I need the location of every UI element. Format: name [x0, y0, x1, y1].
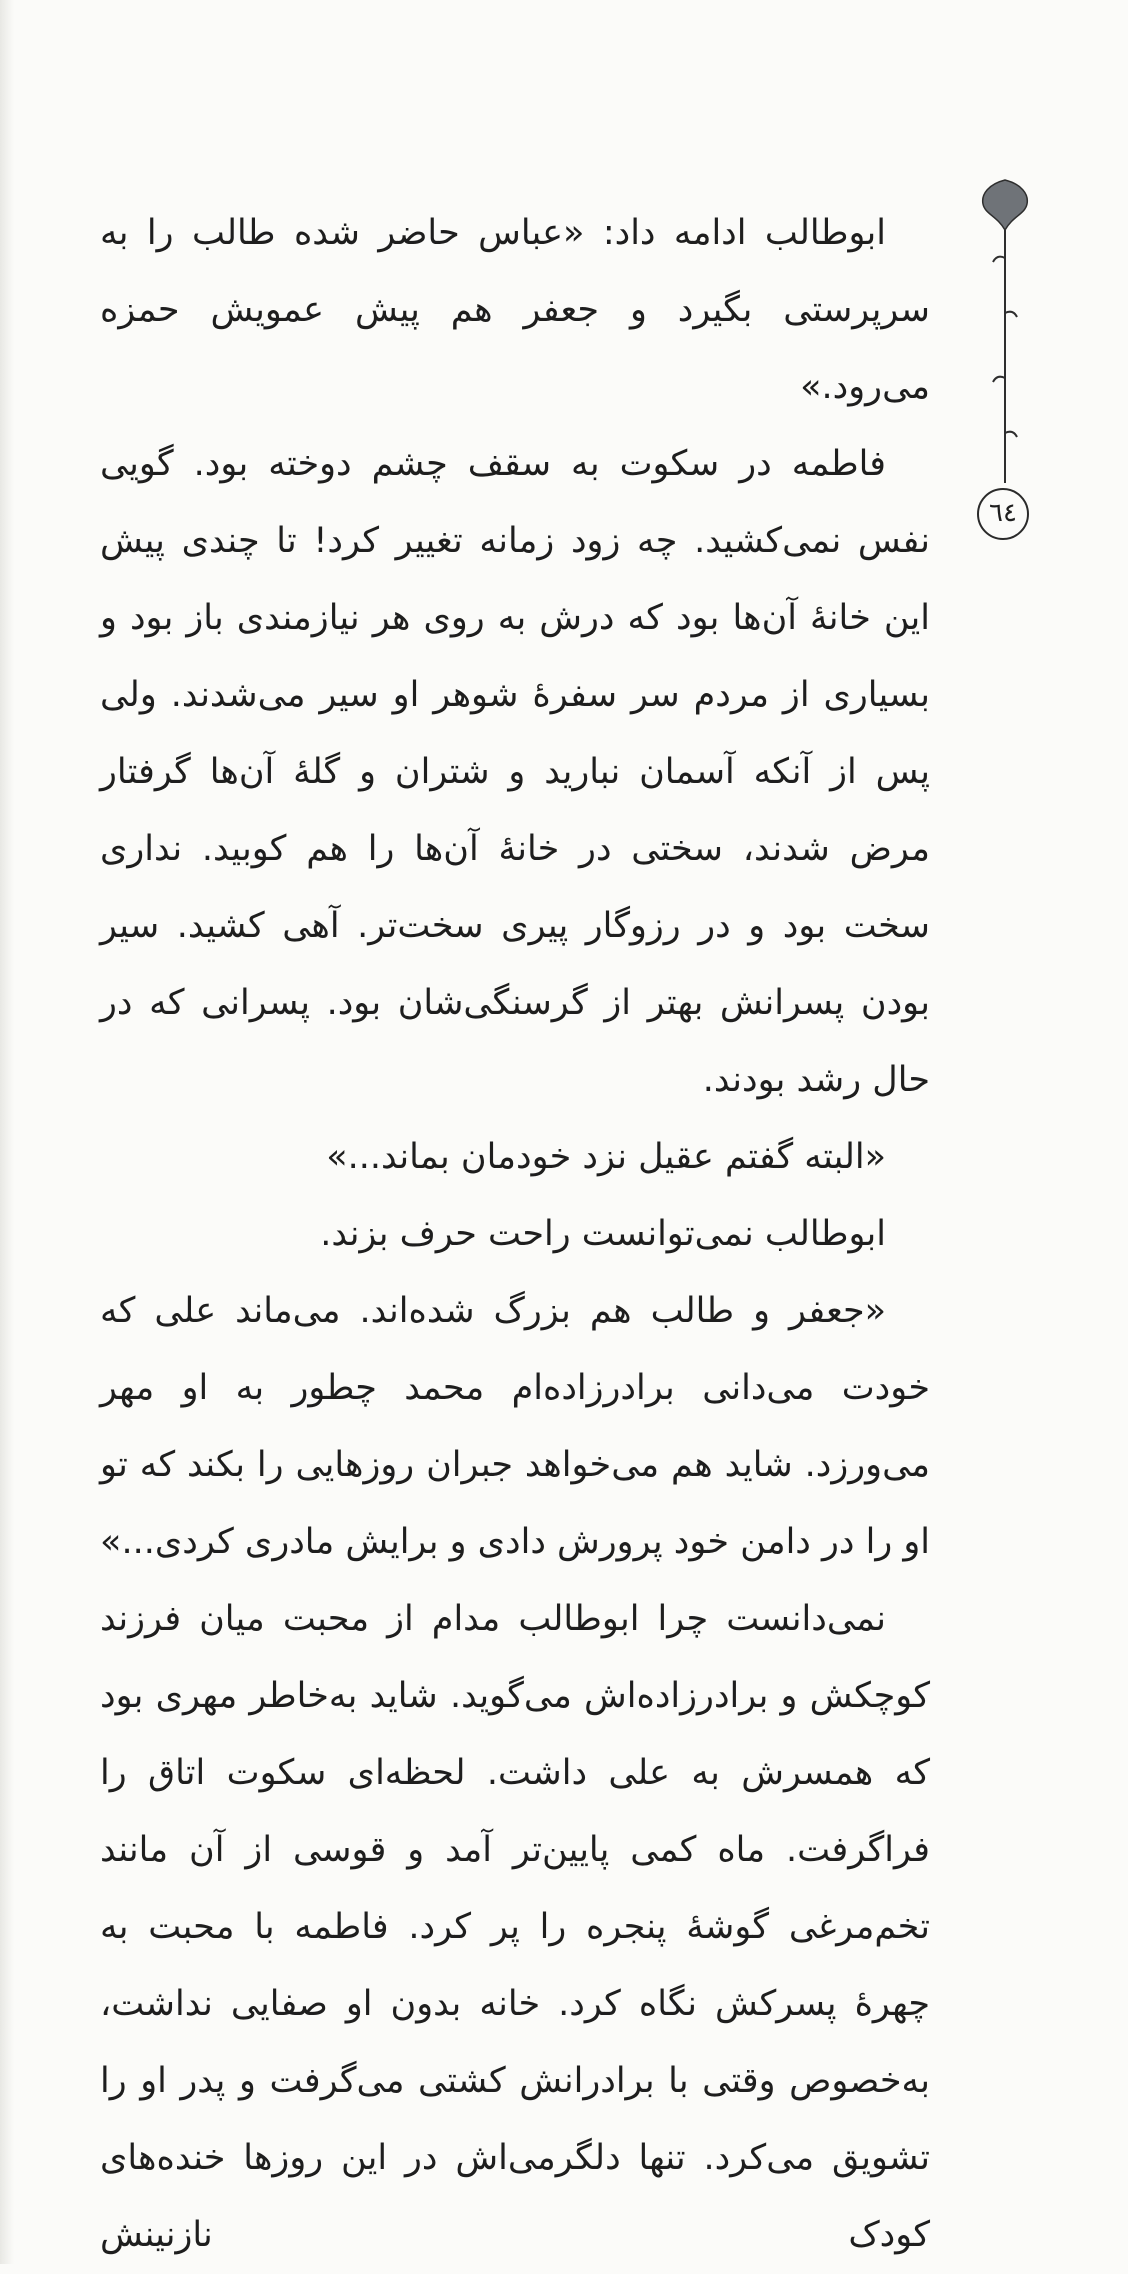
page-number: ٦٤ [977, 488, 1029, 540]
paragraph: ابوطالب ادامه داد: «عباس حاضر شده طالب را به سرپرستی بگیرد و جعفر هم پیش عمویش حمزه می‌رود.» [100, 213, 930, 407]
page-edge-shadow [0, 0, 14, 2264]
paragraph: «البته گفتم عقیل نزد خودمان بماند...» [326, 1137, 886, 1177]
paragraph: فاطمه در سکوت به سقف چشم دوخته بود. گویی نفس نمی‌کشید. چه زود زمانه تغییر کرد! تا چندی پیش این خانهٔ آن‌ها بود که درش به روی هر نیازمندی باز بود و بسیاری از مردم سر سفرهٔ شوهر او سیر می‌شدند. ولی پس از آنکه آسمان نبارید و شتران و گلهٔ آن‌ها گرفتار مرض شدند، سختی در خانهٔ آن‌ها را هم کوبید. نداری سخت بود و در رزوگار پیری سخت‌تر. آهی کشید. سیر بودن پسرانش بهتر از گرسنگی‌شان بود. پسرانی که در حال رشد بودند. [100, 444, 930, 1100]
body-text [100, 195, 930, 2274]
paragraph: نمی‌دانست چرا ابوطالب مدام از محبت میان فرزند کوچکش و برادرزاده‌اش می‌گوید. شاید به‌خاطر مهری بود که همسرش به علی داشت. لحظه‌ای سکوت اتاق را فراگرفت. ماه کمی پایین‌تر آمد و قوسی از آن مانند تخم‌مرغی گوشهٔ پنجره را پر کرد. فاطمه با محبت به چهرهٔ پسرکش نگاه کرد. خانه بدون او صفایی نداشت، به‌خصوص وقتی با برادرانش کشتی می‌گرفت و پدر او را تشویق می‌کرد. تنها دلگرمی‌اش در این روزها خنده‌های کودک نازنینش [100, 1599, 930, 2255]
paragraph: ابوطالب نمی‌توانست راحت حرف بزند. [320, 1214, 886, 1254]
paragraph: «جعفر و طالب هم بزرگ شده‌اند. می‌ماند علی که خودت می‌دانی برادرزاده‌ام محمد چطور به او مهر می‌ورزد. شاید هم می‌خواهد جبران روزهایی را بکند که تو او را در دامن خود پرورش دادی و برایش مادری کردی...» [100, 1291, 930, 1562]
